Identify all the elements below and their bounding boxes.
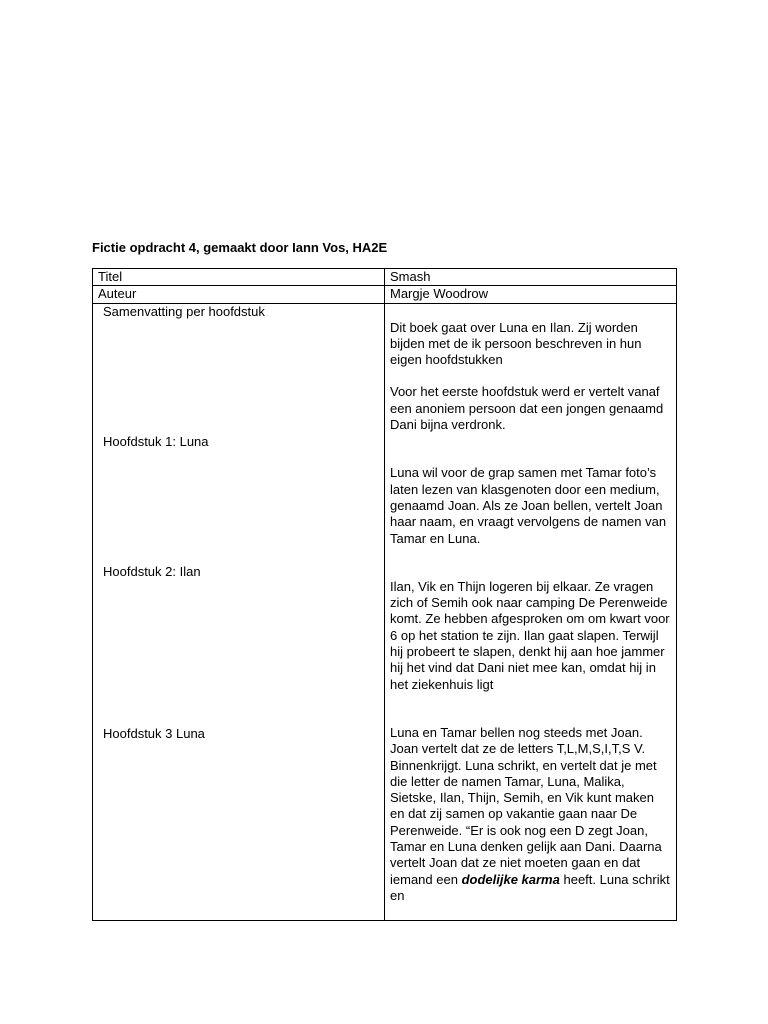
table-row-title bbox=[93, 269, 677, 286]
author-value: Margje Woodrow bbox=[385, 286, 677, 303]
summary-text-cell bbox=[385, 303, 677, 920]
chapter-3-label: Hoofdstuk 3 Luna bbox=[103, 725, 205, 741]
summary-label-cell bbox=[93, 303, 385, 920]
chapter-1-label: Hoofdstuk 1: Luna bbox=[103, 433, 209, 449]
summary-chapter-3-continued: heeft. Luna schrikt en bbox=[390, 871, 670, 903]
table-row-summary bbox=[93, 303, 677, 920]
summary-chapter-3 bbox=[390, 725, 671, 904]
summary-intro: Dit boek gaat over Luna en Ilan. Zij worden bijden met de ik persoon beschreven in hun eigen hoofdstukken bbox=[390, 319, 642, 368]
summary-chapter-1: Luna wil voor de grap samen met Tamar foto’s laten lezen van klasgenoten door een medium, genaamd Joan. Als ze Joan bellen, vertelt Joan haar naam, en vraagt vervolgens de namen van Tamar en Luna. bbox=[390, 465, 667, 546]
assignment-table bbox=[92, 268, 677, 921]
summary-prologue: Voor het eerste hoofdstuk werd er vertelt vanaf een anoniem persoon dat een jongen genaamd Dani bijna verdronk. bbox=[390, 384, 664, 433]
table-row-author bbox=[93, 286, 677, 303]
chapter-2-label: Hoofdstuk 2: Ilan bbox=[103, 563, 201, 579]
author-label: Auteur bbox=[93, 286, 385, 303]
document-title: Fictie opdracht 4, gemaakt door Iann Vos, HA2E bbox=[92, 240, 388, 255]
summary-chapter-3-text: Luna en Tamar bellen nog steeds met Joan. Joan vertelt dat ze de letters T,L,M,S,I,T,S V. Binnenkrijgt. Luna schrikt, en vertelt dat je met die letter de namen Tamar, Luna, Malika, Sietske, Ilan, Thijn, Semih, en Vik kunt maken en dat zij samen op vakantie gaan naar De Perenweide. “Er is ook nog een D zegt Joan, Tamar en Luna denken gelijk aan Dani. Daarna vertelt Joan dat ze niet moeten gaan en dat iemand een bbox=[390, 724, 662, 887]
title-label: Titel bbox=[93, 269, 385, 286]
summary-label: Samenvatting per hoofdstuk bbox=[103, 303, 265, 319]
dodelijke-karma-emphasis: dodelijke karma bbox=[461, 871, 560, 887]
title-value: Smash bbox=[385, 269, 677, 286]
summary-chapter-2: Ilan, Vik en Thijn logeren bij elkaar. Ze vragen zich of Semih ook naar camping De Perenweide komt. Ze hebben afgesproken om om kwart voor 6 op het station te zijn. Ilan gaat slapen. Terwijl hij probeert te slapen, denkt hij aan hoe jammer hij het vind dat Dani niet mee kan, omdat hij in het ziekenhuis ligt bbox=[390, 578, 670, 692]
